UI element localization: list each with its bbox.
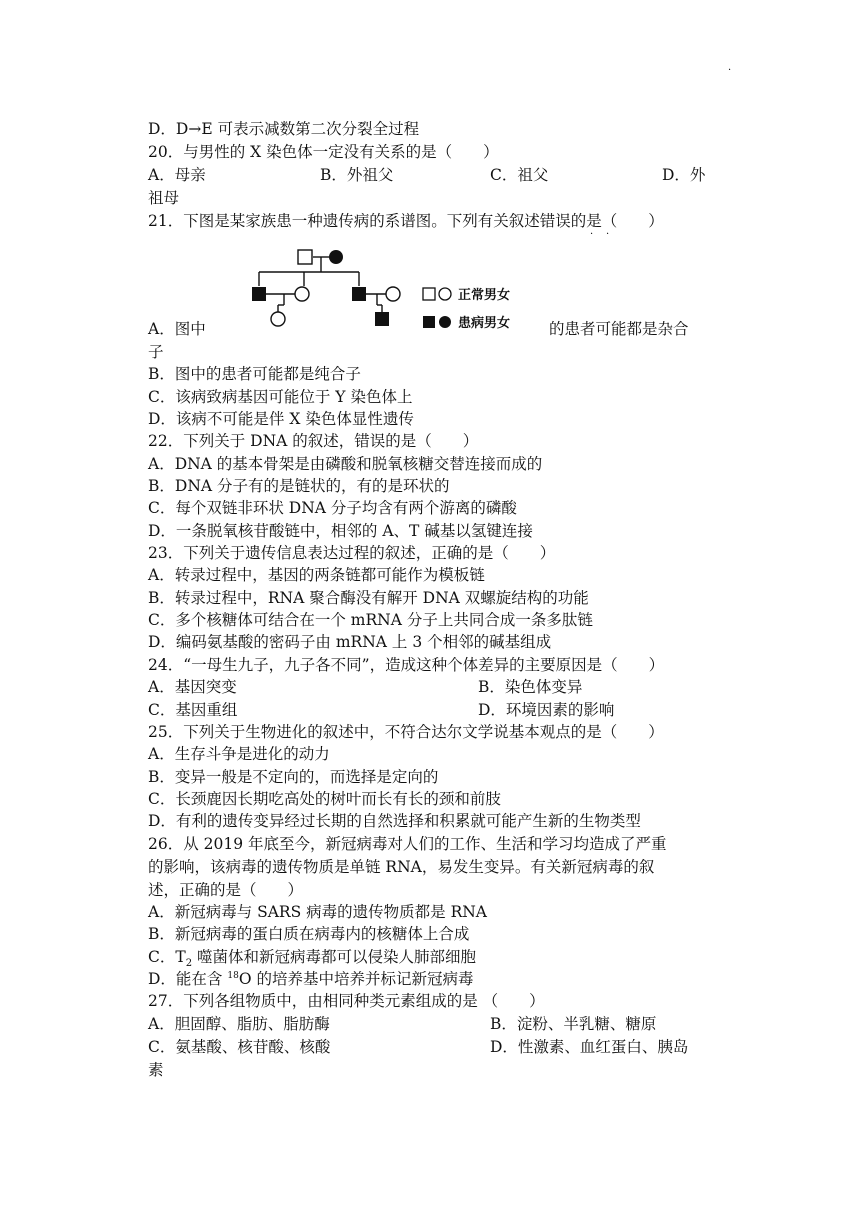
q27-option-d: D．性激素、血红蛋白、胰岛	[490, 1038, 689, 1056]
q24-option-d: D．环境因素的影响	[478, 701, 615, 719]
legend-normal-label: 正常男女	[458, 288, 511, 303]
pedigree-affected-female	[329, 250, 343, 264]
q23-stem: 23．下列关于遗传信息表达过程的叙述，正确的是（ ）	[148, 544, 556, 562]
q24-options-row1	[148, 676, 712, 698]
legend-normal-male	[423, 288, 435, 300]
emphasis-dot: ·	[606, 229, 610, 240]
emphasis-dot: ·	[590, 229, 594, 240]
q26-option-c-post: 噬菌体和新冠病毒都可以侵染人肺部细胞	[192, 948, 477, 966]
q23-option-b: B．转录过程中，RNA 聚合酶没有解开 DNA 双螺旋结构的功能	[148, 589, 589, 607]
q24-option-a: A．基因突变	[148, 678, 237, 696]
q22-option-c: C．每个双链非环状 DNA 分子均含有两个游离的磷酸	[148, 499, 517, 517]
legend-normal-female	[439, 288, 451, 300]
q21-option-d: D．该病不可能是伴 X 染色体显性遗传	[148, 410, 414, 428]
q21-option-c: C．该病致病基因可能位于 Y 染色体上	[148, 388, 413, 406]
q23-option-a: A．转录过程中，基因的两条链都可能作为模板链	[148, 566, 485, 584]
q22-option-d: D．一条脱氧核苷酸链中，相邻的 A、T 碱基以氢键连接	[148, 522, 533, 540]
q26-option-d-sup: 18	[227, 970, 239, 981]
q26-stem-line3: 述，正确的是（ ）	[148, 881, 304, 899]
q22-stem: 22．下列关于 DNA 的叙述，错误的是（ ）	[148, 432, 479, 450]
q25-option-b: B．变异一般是不定向的，而选择是定向的	[148, 768, 439, 786]
q27-option-c: C．氨基酸、核苷酸、核酸	[148, 1038, 331, 1056]
q25-stem: 25．下列关于生物进化的叙述中，不符合达尔文学说基本观点的是（ ）	[148, 723, 664, 741]
q25-option-a: A．生存斗争是进化的动力	[148, 745, 330, 763]
pedigree-affected-male	[252, 287, 266, 301]
q26-stem-line1: 26．从 2019 年底至今，新冠病毒对人们的工作、生活和学习均造成了严重	[148, 835, 667, 853]
q26-option-c-sub: 2	[185, 958, 193, 970]
q20-option-b: B．外祖父	[320, 166, 394, 184]
q22-option-a: A．DNA 的基本骨架是由磷酸和脱氧核糖交替连接而成的	[148, 455, 543, 473]
q27-options-row2	[148, 1036, 712, 1058]
q25-option-c: C．长颈鹿因长期吃高处的树叶而长有长的颈和前肢	[148, 790, 501, 808]
q26-option-c	[148, 946, 712, 968]
pedigree-normal-female	[295, 287, 309, 301]
q21-option-a-post: 的患者可能都是杂合	[549, 320, 689, 338]
q27-option-d-wrap: 素	[148, 1061, 164, 1079]
q21-option-b: B．图中的患者可能都是纯合子	[148, 365, 361, 383]
pedigree-normal-female	[386, 287, 400, 301]
q25-option-d: D．有利的遗传变异经过长期的自然选择和积累就可能产生新的生物类型	[148, 812, 641, 830]
pedigree-affected-male	[352, 287, 366, 301]
q26-option-b: B．新冠病毒的蛋白质在病毒内的核糖体上合成	[148, 925, 470, 943]
q26-option-d-pre: D．能在含	[148, 970, 228, 988]
q19-option-d: D．D→E 可表示减数第二次分裂全过程	[148, 120, 420, 138]
q21-option-a	[148, 318, 712, 340]
q27-option-a: A．胆固醇、脂肪、脂肪酶	[148, 1015, 330, 1033]
q21-option-a-wrap: 子	[148, 343, 164, 361]
q27-stem: 27．下列各组物质中，由相同种类元素组成的是 （ ）	[148, 992, 545, 1010]
q24-option-b: B．染色体变异	[478, 678, 583, 696]
q26-option-d	[148, 968, 712, 990]
pedigree-normal-male	[298, 250, 312, 264]
q20-options	[148, 164, 712, 186]
q20-stem: 20．与男性的 X 染色体一定没有关系的是（ ）	[148, 143, 499, 161]
q24-stem: 24．“一母生九子，九子各不同”，造成这种个体差异的主要原因是（ ）	[148, 656, 665, 674]
q27-option-b: B．淀粉、半乳糖、糖原	[490, 1015, 657, 1033]
q26-stem-line2: 的影响，该病毒的遗传物质是单链 RNA，易发生变异。有关新冠病毒的叙	[148, 858, 655, 876]
q26-option-d-post: O 的培养基中培养并标记新冠病毒	[238, 970, 474, 988]
q24-options-row2	[148, 699, 712, 721]
corner-dot: ·	[728, 65, 732, 76]
q21-stem: 21．下图是某家族患一种遗传病的系谱图。下列有关叙述错误的是（ ）	[148, 212, 664, 230]
q26-option-c-pre: C．T	[148, 948, 186, 966]
q22-option-b: B．DNA 分子有的是链状的，有的是环状的	[148, 477, 450, 495]
q27-options-row1	[148, 1013, 712, 1035]
q20-option-d: D．外	[662, 166, 706, 184]
q24-option-c: C．基因重组	[148, 701, 238, 719]
q20-option-a: A．母亲	[148, 166, 206, 184]
q20-option-c: C．祖父	[490, 166, 549, 184]
q20-option-d-wrap: 祖母	[148, 189, 180, 207]
legend-affected-label: 患病男女	[458, 316, 511, 331]
q23-option-d: D．编码氨基酸的密码子由 mRNA 上 3 个相邻的碱基组成	[148, 633, 552, 651]
q26-option-a: A．新冠病毒与 SARS 病毒的遗传物质都是 RNA	[148, 903, 488, 921]
q23-option-c: C．多个核糖体可结合在一个 mRNA 分子上共同合成一条多肽链	[148, 611, 593, 629]
q21-option-a-pre: A．图中	[148, 320, 206, 338]
